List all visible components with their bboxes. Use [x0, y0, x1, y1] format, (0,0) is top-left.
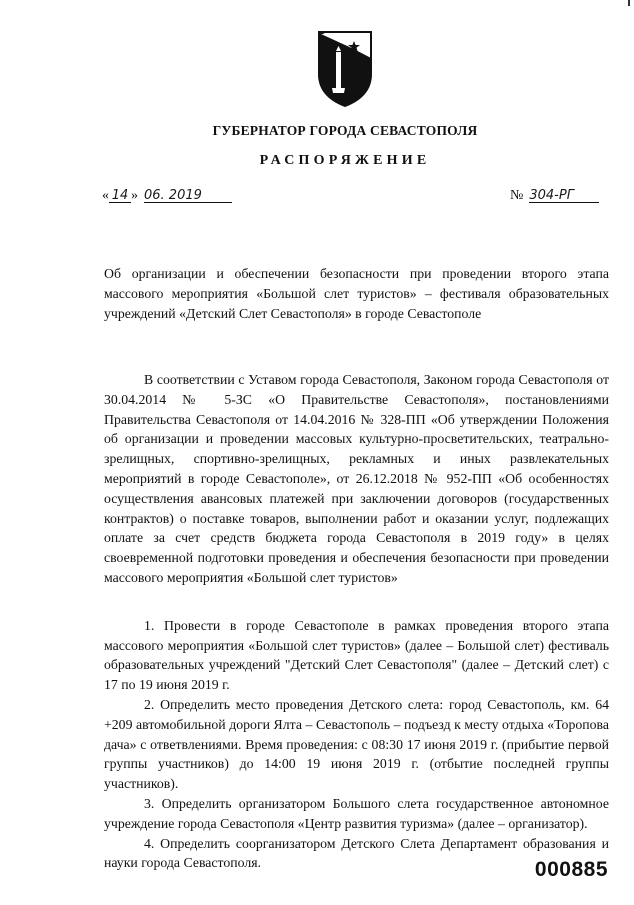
document-date — [102, 188, 232, 204]
document-type-heading: РАСПОРЯЖЕНИЕ — [259, 153, 431, 168]
number-sign: № — [510, 188, 524, 203]
date-day: 14 — [111, 188, 129, 203]
order-item: 2. Определить место проведения Детского слета: город Севастополь, км. 64 +209 автомобильной дороги Ялта – Севастополь – подъезд к месту отдыха «Торопова дача» с ответвлениями. Время проведения: с 08:30 17 июня 2019 г. (прибытие первой группы участников) до 14:00 19 июня 2019 г. (отбытие последней группы участников). — [104, 696, 609, 792]
order-item: 3. Определить организатором Большого слета государственное автономное учреждение города Севастополя «Центр развития туризма» (далее – организатор). — [104, 795, 609, 831]
date-month-year: 06. 2019 — [144, 188, 202, 203]
document-number-value: 304-РГ — [529, 188, 574, 203]
date-day-field — [109, 188, 131, 203]
document-body — [104, 370, 609, 873]
document-number-field — [529, 188, 599, 203]
authority-heading: ГУБЕРНАТОР ГОРОДА СЕВАСТОПОЛЯ — [212, 123, 478, 138]
sevastopol-coat-of-arms-icon — [316, 30, 374, 108]
scan-mark — [628, 0, 630, 6]
order-item: 4. Определить соорганизатором Детского Слета Департамент образования и науки города Севастополя. — [104, 835, 609, 871]
serial-number: 000885 — [534, 858, 608, 881]
date-close-quote: » — [131, 188, 138, 203]
date-month-year-field — [144, 188, 232, 203]
preamble-paragraph: В соответствии с Уставом города Севастополя, Законом города Севастополя от 30.04.2014 № 5-ЗС «О Правительстве Севастополя», постановлениями Правительства Севастополя от 14.04.2016 № 328-ПП «Об утверждении Положения об организации и проведении массовых культурно-просветительских, театрально-зрелищных, спортивно-зрелищных, рекламных и иных развлекательных мероприятий в городе Севастополе», от 26.12.2018 № 952-ПП «Об особенностях осуществления авансовых платежей при заключении договоров (государственных контрактов) о поставке товаров, выполнении работ и оказании услуг, подлежащих оплате за счет средств бюджета города Севастополя в 2019 году» в целях своевременной подготовки проведения и обеспечения безопасности при проведении массового мероприятия «Большой слет туристов» — [104, 372, 609, 585]
document-number — [510, 188, 599, 204]
date-open-quote: « — [102, 188, 109, 203]
document-subject: Об организации и обеспечении безопасности при проведении второго этапа массового мероприятия «Большой слет туристов» – фестиваля образовательных учреждений «Детский Слет Севастополя» в городе Севастополе — [104, 266, 609, 321]
order-item: 1. Провести в городе Севастополе в рамках проведения второго этапа массового мероприятия «Большой слет туристов» (далее – Большой слет) фестиваль образовательных учреждений "Детский Слет Севастополя" (далее – Детский слет) с 17 по 19 июня 2019 г. — [104, 617, 609, 693]
